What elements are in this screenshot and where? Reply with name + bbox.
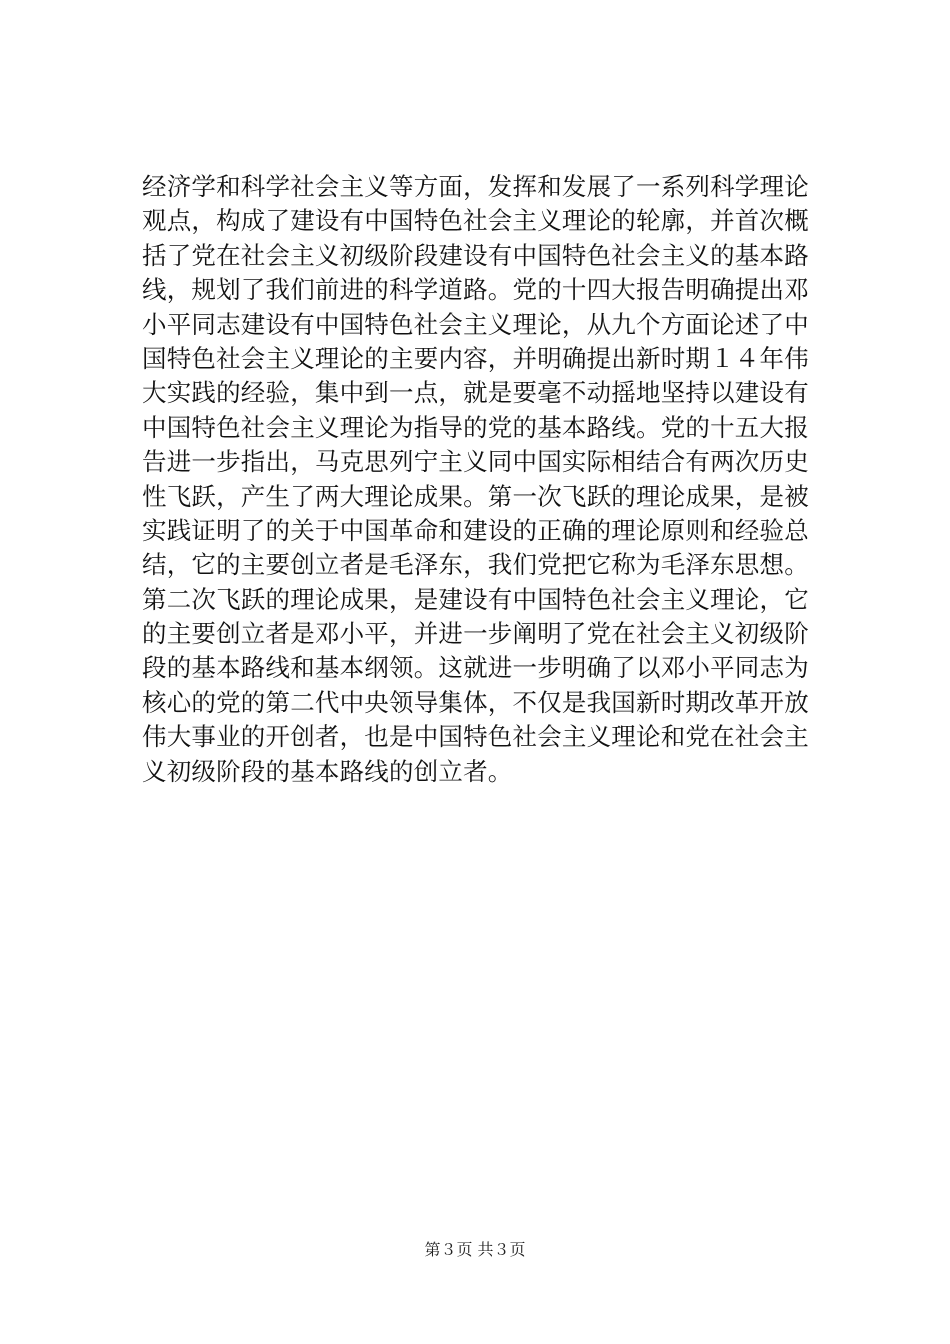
text-line: 的主要创立者是邓小平，并进一步阐明了党在社会主义初级阶	[142, 619, 809, 649]
text-line: 义初级阶段的基本路线的创立者。	[142, 756, 513, 786]
text-line: 经济学和科学社会主义等方面，发挥和发展了一系列科学理论	[142, 172, 809, 201]
text-line: 段的基本路线和基本纲领。这就进一步明确了以邓小平同志为	[142, 653, 809, 683]
body-paragraph	[142, 170, 822, 789]
text-line: 国特色社会主义理论的主要内容，并明确提出新时期１４年伟	[142, 343, 809, 373]
text-line: 小平同志建设有中国特色社会主义理论，从九个方面论述了中	[142, 309, 809, 339]
text-line: 括了党在社会主义初级阶段建设有中国特色社会主义的基本路	[142, 240, 809, 270]
text-line: 线，规划了我们前进的科学道路。党的十四大报告明确提出邓	[142, 275, 809, 305]
text-line: 第二次飞跃的理论成果，是建设有中国特色社会主义理论，它	[142, 584, 809, 614]
text-line: 告进一步指出，马克思列宁主义同中国实际相结合有两次历史	[142, 447, 809, 477]
text-line: 结，它的主要创立者是毛泽东，我们党把它称为毛泽东思想。	[142, 550, 809, 580]
page-number-footer: 第３页 共３页	[424, 1240, 526, 1259]
text-line: 实践证明了的关于中国革命和建设的正确的理论原则和经验总	[142, 515, 809, 545]
text-line: 核心的党的第二代中央领导集体，不仅是我国新时期改革开放	[142, 687, 809, 717]
text-line: 中国特色社会主义理论为指导的党的基本路线。党的十五大报	[142, 412, 809, 442]
text-line: 大实践的经验，集中到一点，就是要毫不动摇地坚持以建设有	[142, 378, 809, 408]
text-line: 性飞跃，产生了两大理论成果。第一次飞跃的理论成果，是被	[142, 481, 809, 511]
text-line: 伟大事业的开创者，也是中国特色社会主义理论和党在社会主	[142, 722, 809, 752]
text-line: 观点，构成了建设有中国特色社会主义理论的轮廓，并首次概	[142, 206, 809, 236]
